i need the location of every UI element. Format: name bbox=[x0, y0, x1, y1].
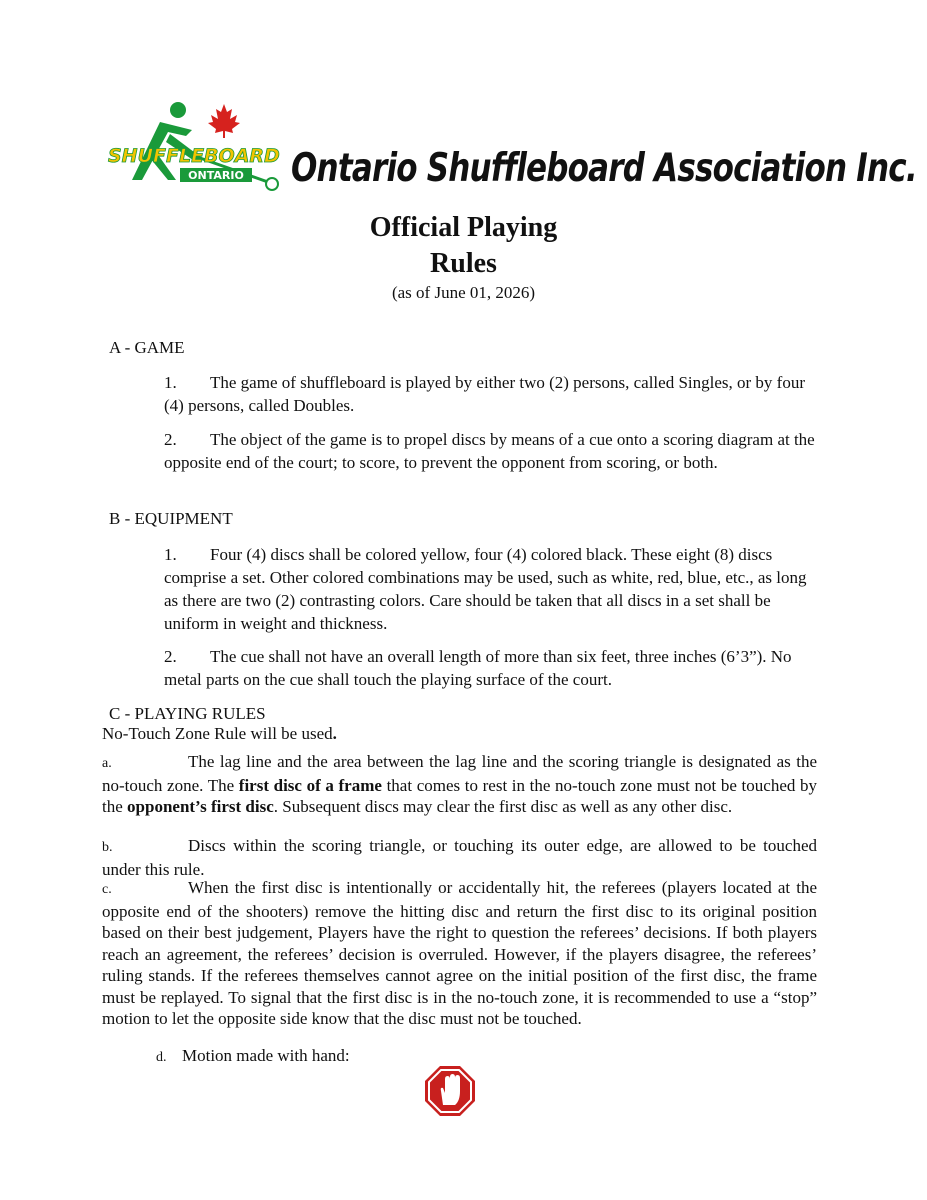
rule-item-d bbox=[156, 1045, 556, 1069]
page-title-line2: Rules bbox=[430, 248, 497, 279]
rule-item-c bbox=[102, 877, 817, 1030]
rule-text: The game of shuffleboard is played by either two (2) persons, called Singles, or by four (4) persons, called Doubles. bbox=[164, 373, 805, 415]
rule-paragraph bbox=[164, 645, 824, 691]
rule-emphasis: first disc of a frame bbox=[238, 775, 382, 795]
no-touch-intro bbox=[102, 723, 817, 745]
logo-wordmark: SHUFFLEBOARD bbox=[108, 145, 280, 167]
rule-number: 1. bbox=[164, 545, 177, 564]
rule-item-a bbox=[102, 751, 817, 818]
rule-label: d. bbox=[156, 1050, 167, 1065]
stop-hand-icon bbox=[424, 1065, 476, 1117]
rule-label: c. bbox=[102, 882, 112, 897]
intro-text: No-Touch Zone Rule will be used bbox=[102, 724, 333, 743]
rule-text: that comes to rest in the no-touch zone must not be touched by the bbox=[102, 775, 817, 816]
rule-text: . Subsequent discs may clear the first disc as well as any other disc. bbox=[273, 797, 733, 816]
rule-number: 2. bbox=[164, 430, 177, 449]
rule-number: 2. bbox=[164, 647, 177, 666]
section-heading-playing-rules: C - PLAYING RULES bbox=[109, 704, 266, 723]
rule-text: Discs within the scoring triangle, or touching its outer edge, are allowed to be touched under this rule. bbox=[102, 836, 817, 879]
association-name: Ontario Shuffleboard Association Inc. bbox=[291, 146, 917, 191]
page-title: Official Playing bbox=[369, 212, 558, 243]
rule-text: The lag line and the area between the lag line and the scoring triangle is designated as the no-touch zone. The bbox=[102, 752, 817, 795]
rule-text: When the first disc is intentionally or accidentally hit, the referees (players located at the opposite end of the shooters) remove the hitting disc and return the first disc to its original position based on their best judgement, Players have the right to question the referees’ decisions. If both players reach an agreement, the referees’ decision is overruled. However, if the players disagree, the referees’ ruling stands. If the referees themselves cannot agree on the initial position of the first disc, the frame must be replayed. To signal that the first disc is in the no-touch zone, it is recommended to use a “stop” motion to let the opposite side know that the disc must not be touched. bbox=[102, 878, 817, 1028]
as-of-date: (as of June 01, 2026) bbox=[391, 283, 536, 302]
section-heading-game: A - GAME bbox=[109, 338, 185, 357]
rule-paragraph bbox=[164, 543, 824, 635]
rule-number: 1. bbox=[164, 373, 177, 392]
shuffleboard-logo-icon bbox=[106, 100, 286, 192]
rule-text: Four (4) discs shall be colored yellow, four (4) colored black. These eight (8) discs comprise a set. Other colored combinations may be used, such as white, red, blue, etc., as long as there are two (2) contrasting colors. Care should be taken that all discs in a set shall be uniform in weight and thickness. bbox=[164, 545, 807, 633]
section-heading-equipment: B - EQUIPMENT bbox=[109, 509, 233, 528]
rule-emphasis: opponent’s first disc bbox=[127, 797, 274, 816]
association-logo bbox=[106, 100, 286, 192]
rule-paragraph bbox=[164, 428, 824, 474]
rule-label: b. bbox=[102, 840, 113, 855]
rule-text: The object of the game is to propel discs by means of a cue onto a scoring diagram at the opposite end of the court; to score, to prevent the opponent from scoring, or both. bbox=[164, 430, 815, 472]
rule-paragraph bbox=[164, 371, 824, 417]
logo-subtitle: ONTARIO bbox=[188, 169, 244, 182]
rule-text: The cue shall not have an overall length of more than six feet, three inches (6’3”). No metal parts on the cue shall touch the playing surface of the court. bbox=[164, 647, 792, 689]
rule-text: Motion made with hand: bbox=[182, 1046, 350, 1065]
intro-period: . bbox=[332, 724, 337, 743]
rule-item-b bbox=[102, 835, 817, 880]
rule-label: a. bbox=[102, 756, 112, 771]
